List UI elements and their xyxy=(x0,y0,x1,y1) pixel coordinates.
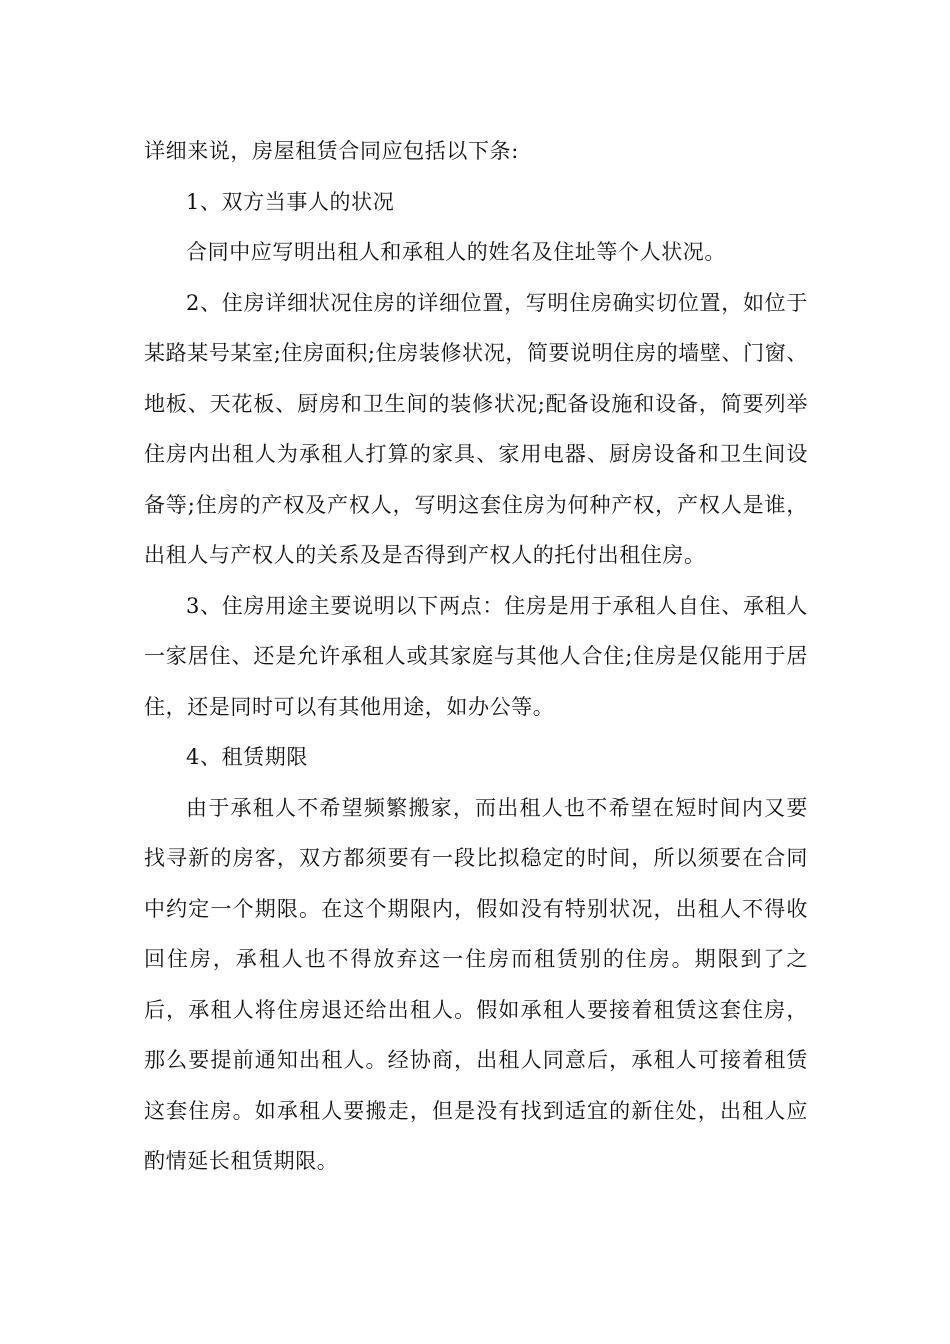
section-1-heading: 1、双方当事人的状况 xyxy=(186,189,395,214)
document-body xyxy=(144,126,808,1187)
section-4-heading: 4、租赁期限 xyxy=(186,745,308,769)
section-3-paragraph: 3、住房用途主要说明以下两点：住房是用于承租人自住、承租人一家居住、还是允许承租人或其家庭与其他人合住;住房是仅能用于居住，还是同时可以有其他用途，如办公等。 xyxy=(144,593,808,719)
section-1-paragraph: 合同中应写明出租人和承租人的姓名及住址等个人状况。 xyxy=(186,240,726,264)
intro-paragraph: 详细来说，房屋租赁合同应包括以下条: xyxy=(144,139,519,163)
section-2-paragraph: 2、住房详细状况住房的详细位置，写明住房确实切位置，如位于某路某号某室;住房面积;住房装修状况，简要说明住房的墙壁、门窗、地板、天花板、厨房和卫生间的装修状况;配备设施和设备，简要列举住房内出租人为承租人打算的家具、家用电器、厨房设备和卫生间设备等;住房的产权及产权人，写明这套住房为何种产权，产权人是谁，出租人与产权人的关系及是否得到产权人的托付出租住房。 xyxy=(144,290,808,567)
section-4-paragraph: 由于承租人不希望频繁搬家，而出租人也不希望在短时间内又要找寻新的房客，双方都须要有一段比拟稳定的时间，所以须要在合同中约定一个期限。在这个期限内，假如没有特别状况，出租人不得收回住房，承租人也不得放弃这一住房而租赁别的住房。期限到了之后，承租人将住房退还给出租人。假如承租人要接着租赁这套住房，那么要提前通知出租人。经协商，出租人同意后，承租人可接着租赁这套住房。如承租人要搬走，但是没有找到适宜的新住处，出租人应酌情延长租赁期限。 xyxy=(144,795,808,1173)
